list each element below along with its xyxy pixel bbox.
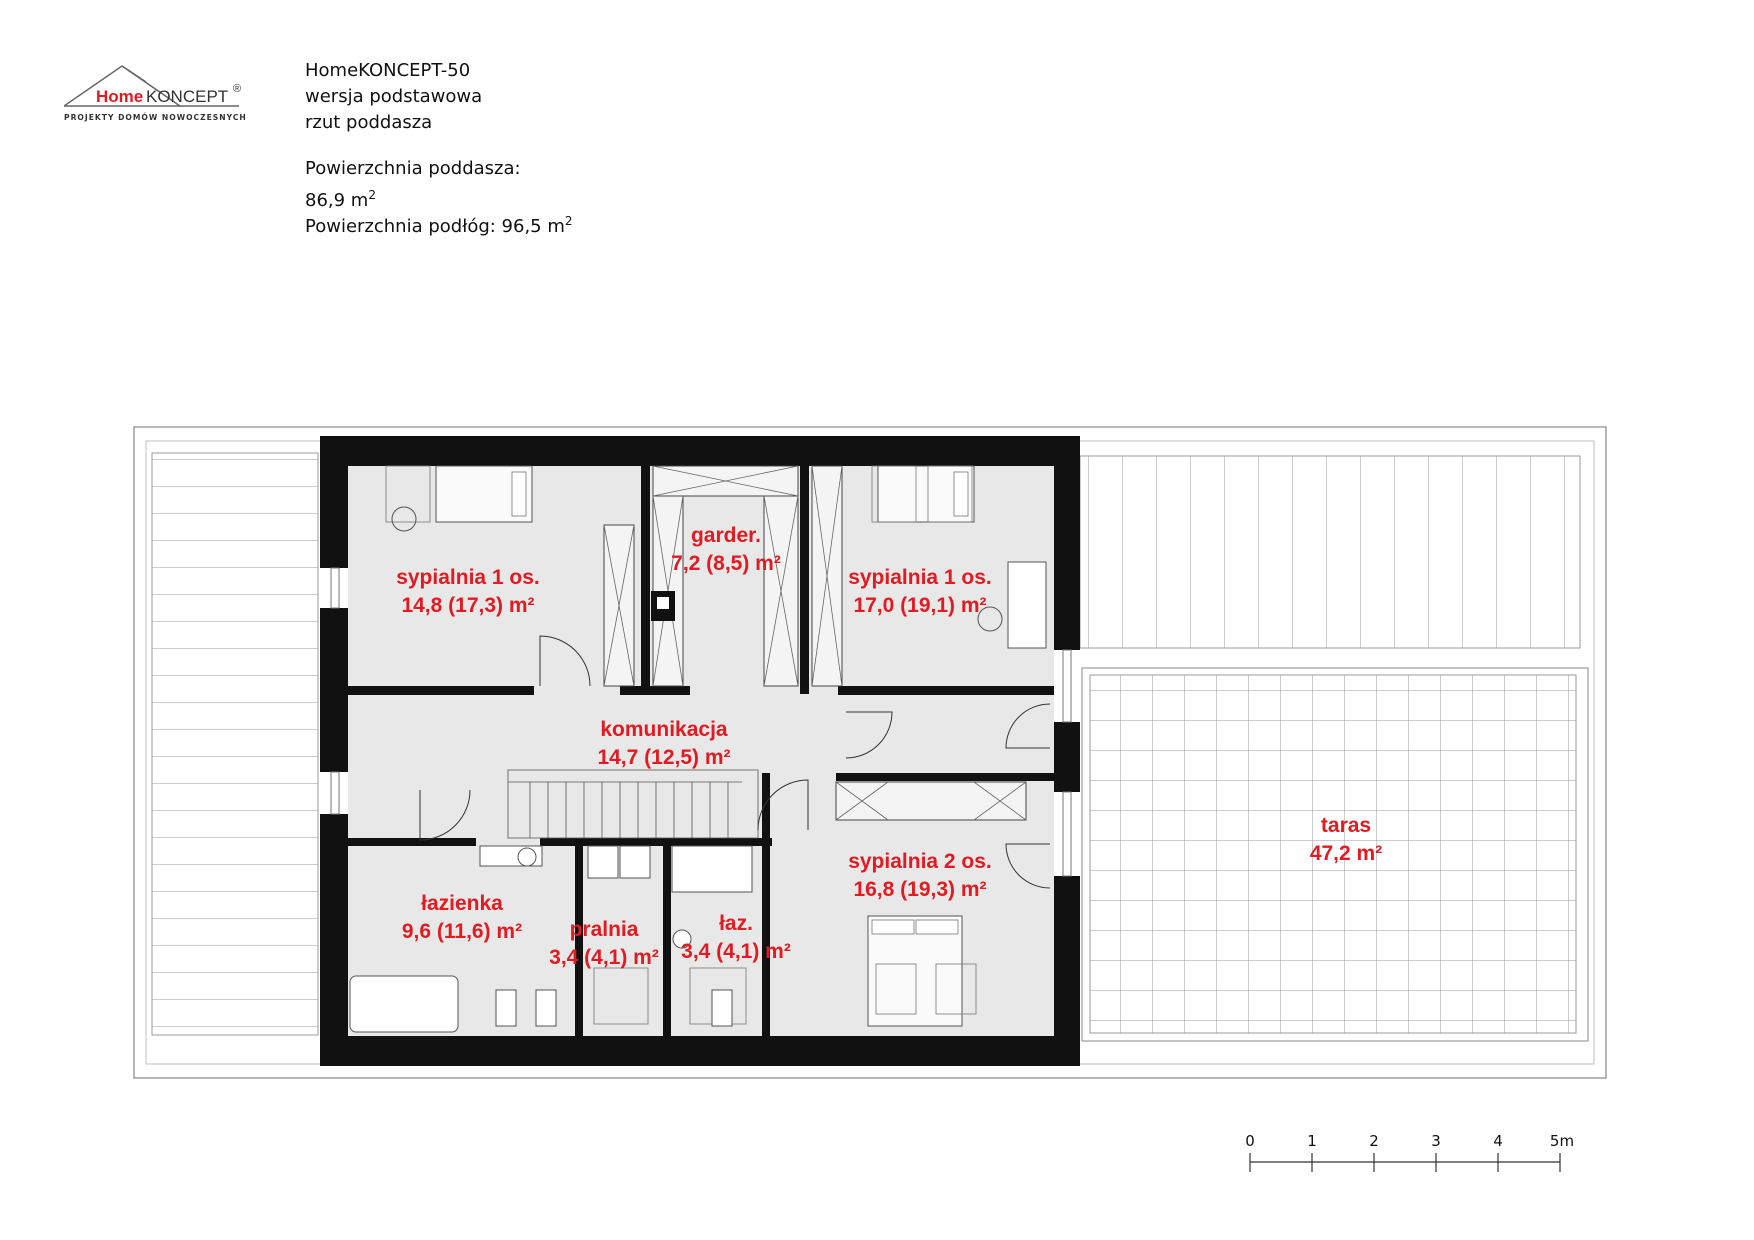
room-area-sypialnia-1-left: 14,8 (17,3) m² (401, 594, 535, 617)
room-area-pralnia: 3,4 (4,1) m² (549, 946, 659, 969)
room-area-garderoba: 7,2 (8,5) m² (671, 552, 781, 575)
room-area-komunikacja: 14,7 (12,5) m² (597, 746, 731, 769)
toilet (496, 990, 516, 1026)
room-area-sypialnia-2: 16,8 (19,3) m² (853, 878, 987, 901)
scale-tick-2: 2 (1369, 1132, 1379, 1150)
shower (672, 846, 752, 892)
room-area-lazienka: 9,6 (11,6) m² (401, 920, 523, 943)
room-name-sypialnia-1-left: sypialnia 1 os. (396, 566, 540, 589)
room-name-taras: taras (1320, 814, 1372, 837)
logo-registered-mark: ® (233, 83, 242, 95)
logo-home-text: Home (96, 87, 144, 106)
scale-bar (1245, 1132, 1574, 1172)
plan-view-name: rzut poddasza (305, 112, 433, 133)
floor-area-unit-sup: 2 (564, 214, 573, 228)
attic-area-label: Powierzchnia poddasza: (305, 158, 521, 179)
room-name-garderoba: garder. (690, 524, 762, 547)
room-area-taras: 47,2 m² (1309, 842, 1383, 865)
scale-tick-0: 0 (1245, 1132, 1255, 1150)
scale-tick-5m: 5m (1549, 1132, 1575, 1150)
room-name-pralnia: pralnia (569, 918, 639, 941)
room-name-sypialnia-2: sypialnia 2 os. (848, 850, 992, 873)
desk (1008, 562, 1046, 648)
attic-area-number: 86,9 m (305, 190, 369, 211)
bidet (536, 990, 556, 1026)
toilet-small (712, 990, 732, 1026)
washbasin (518, 848, 536, 866)
room-name-komunikacja: komunikacja (600, 718, 728, 741)
right-roof-slope (1080, 456, 1580, 648)
scale-tick-3: 3 (1431, 1132, 1441, 1150)
dryer (620, 846, 650, 878)
floor-area-text: Powierzchnia podłóg: 96,5 m (305, 216, 565, 237)
project-version: wersja podstawowa (305, 86, 483, 107)
washing-machine (588, 846, 618, 878)
project-title: HomeKONCEPT-50 (305, 60, 471, 81)
attic-area-unit-sup: 2 (368, 188, 376, 202)
scale-tick-4: 4 (1493, 1132, 1503, 1150)
bathtub (350, 976, 458, 1032)
logo-koncept-text: KONCEPT (146, 87, 229, 106)
room-area-laz: 3,4 (4,1) m² (681, 940, 791, 963)
room-name-laz: łaz. (719, 912, 753, 935)
chimney-icon (651, 591, 675, 621)
room-name-lazienka: łazienka (421, 892, 503, 915)
logo-tagline: PROJEKTY DOMÓW NOWOCZESNYCH (64, 113, 247, 122)
left-roof-slope (152, 453, 318, 1035)
room-area-sypialnia-1-right: 17,0 (19,1) m² (853, 594, 987, 617)
scale-tick-1: 1 (1307, 1132, 1317, 1150)
room-name-sypialnia-1-right: sypialnia 1 os. (848, 566, 992, 589)
